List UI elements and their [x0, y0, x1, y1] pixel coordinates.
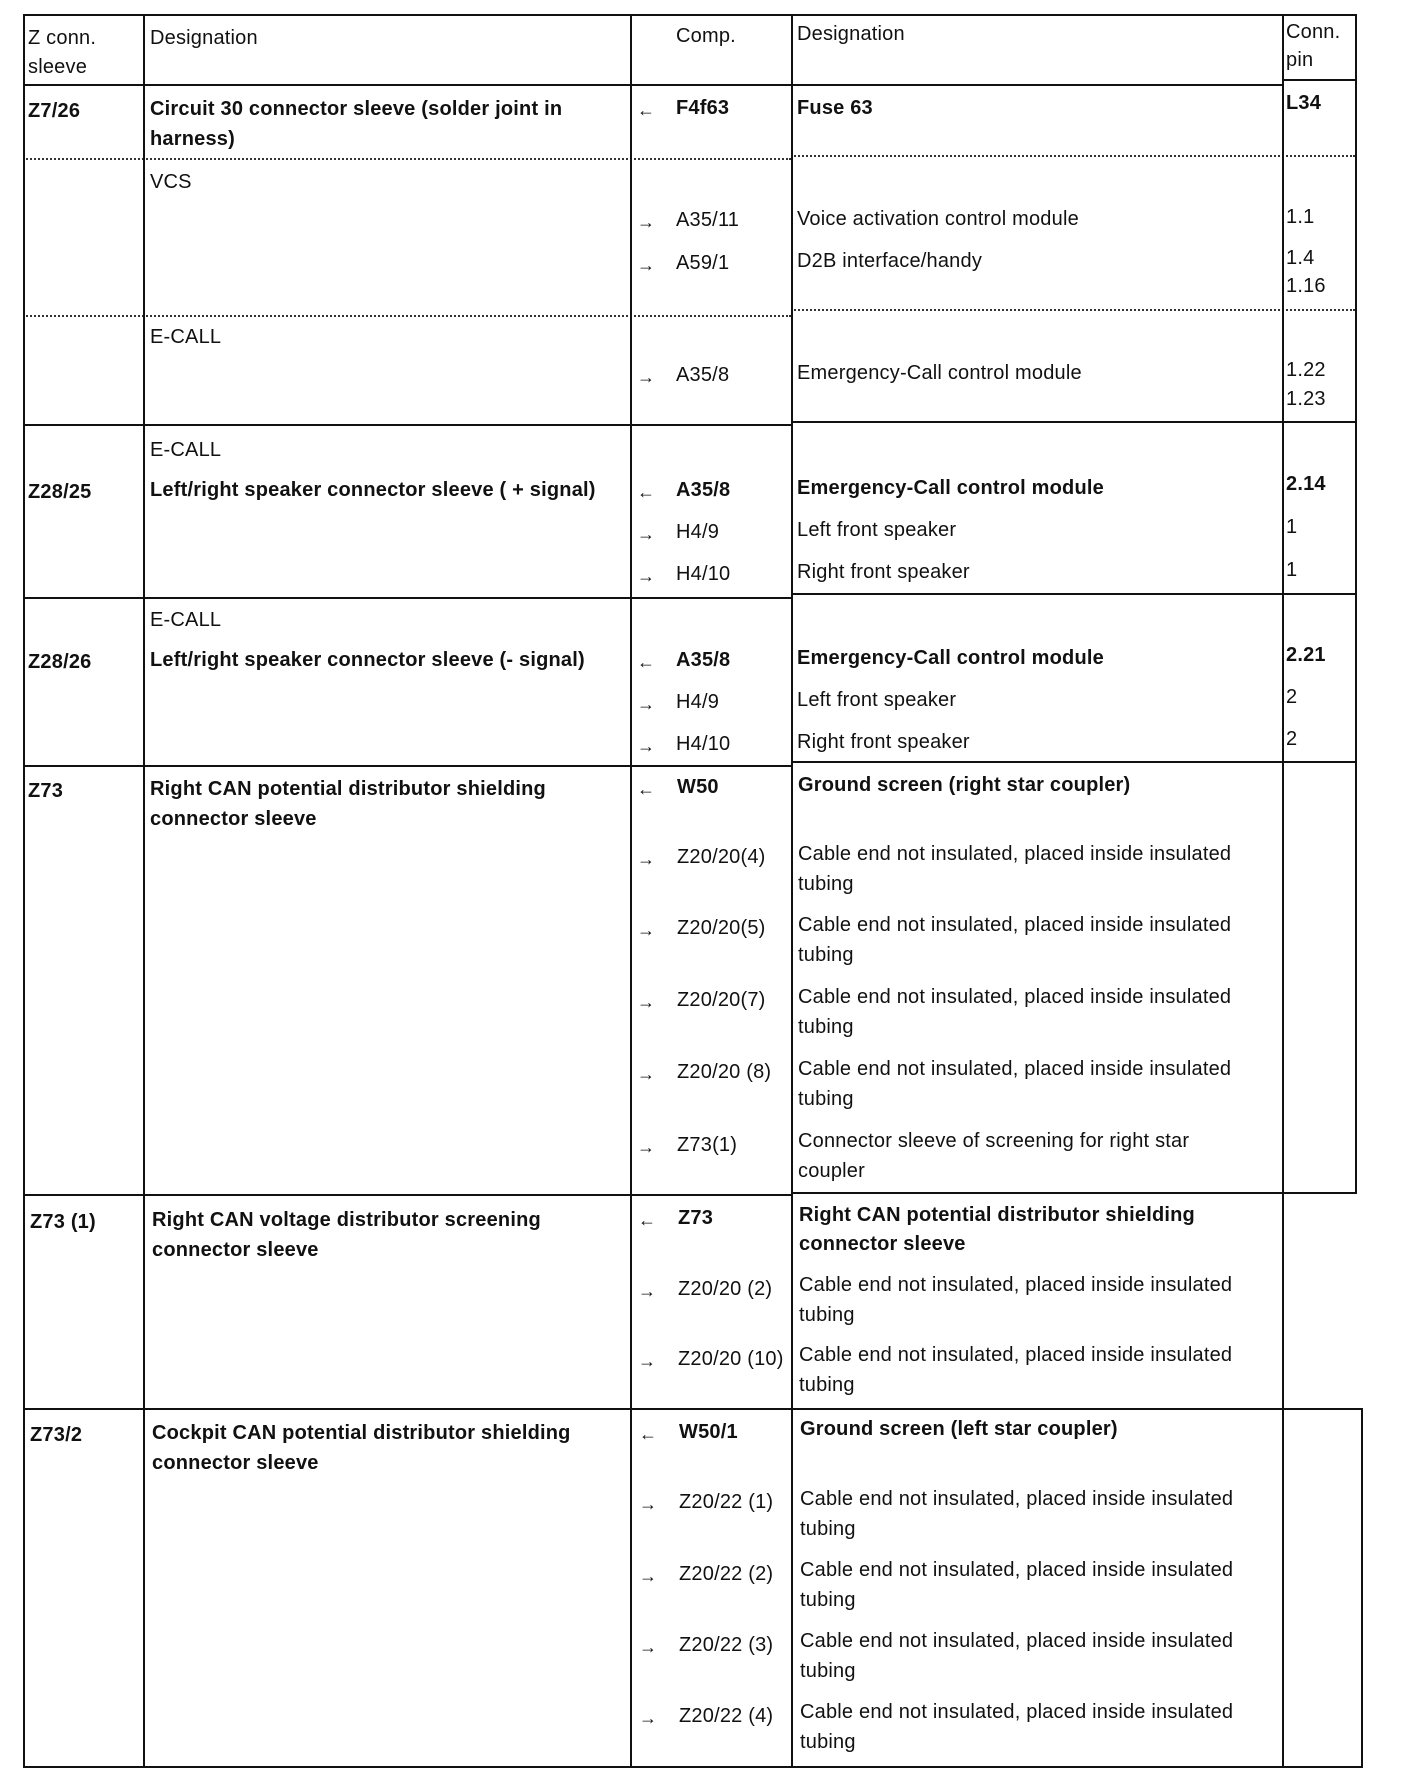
component-designation: Cable end not insulated, placed inside insulated: [798, 986, 1232, 1008]
row-rule: [791, 761, 1355, 763]
component-designation: tubing: [798, 873, 854, 895]
arrow-in-icon: ←: [637, 482, 656, 502]
component-id: H4/10: [676, 563, 731, 585]
arrow-out-icon: →: [639, 1708, 658, 1728]
component-designation: Cable end not insulated, placed inside insulated: [799, 1344, 1233, 1366]
group-label: E-CALL: [150, 326, 222, 348]
component-designation: connector sleeve: [799, 1233, 966, 1255]
component-designation: Left front speaker: [797, 689, 957, 711]
component-id: H4/9: [676, 691, 720, 713]
component-designation: tubing: [798, 1088, 854, 1110]
row-rule: [791, 1192, 1355, 1194]
component-designation: Emergency-Call control module: [797, 647, 1104, 669]
connector-pin: 1: [1286, 516, 1298, 538]
arrow-out-icon: →: [637, 566, 656, 586]
connector-pin: 2: [1286, 686, 1298, 708]
sleeve-designation: Left/right speaker connector sleeve ( + signal): [150, 479, 596, 501]
sleeve-id: Z7/26: [28, 100, 81, 122]
sleeve-id: Z73: [28, 780, 64, 802]
component-designation: coupler: [798, 1160, 865, 1182]
sleeve-designation: connector sleeve: [152, 1452, 319, 1474]
header-rule: [23, 84, 791, 86]
sleeve-designation: Right CAN voltage distributor screening: [152, 1209, 541, 1231]
arrow-in-icon: ←: [639, 1424, 658, 1444]
row-rule: [23, 1194, 791, 1196]
header-sleeve-line1: Z conn.: [28, 27, 97, 49]
header-rule: [1282, 79, 1355, 81]
sleeve-id: Z28/25: [28, 481, 92, 503]
component-id: W50/1: [679, 1421, 738, 1443]
group-label: E-CALL: [150, 609, 222, 631]
arrow-out-icon: →: [637, 1064, 656, 1084]
dotted-separator: [791, 309, 1355, 311]
connector-pin: 1.23: [1286, 388, 1326, 410]
component-id: F4f63: [676, 97, 730, 119]
connector-pin: 1.4: [1286, 247, 1315, 269]
arrow-out-icon: →: [638, 1351, 657, 1371]
sleeve-id: Z73/2: [30, 1424, 83, 1446]
header-rule: [791, 84, 1282, 86]
arrow-out-icon: →: [638, 1281, 657, 1301]
component-id: A59/1: [676, 252, 730, 274]
arrow-in-icon: ←: [637, 652, 656, 672]
component-designation: Cable end not insulated, placed inside insulated: [798, 914, 1232, 936]
group-label: E-CALL: [150, 439, 222, 461]
table-border-bottom: [23, 1766, 1361, 1768]
connector-pin: 2: [1286, 728, 1298, 750]
component-id: Z20/22 (2): [679, 1563, 774, 1585]
sleeve-designation: connector sleeve: [152, 1239, 319, 1261]
header-designation-2: Designation: [797, 23, 905, 45]
column-rule: [143, 14, 145, 1768]
component-id: Z73: [678, 1207, 714, 1229]
header-pin-line1: Conn.: [1286, 21, 1341, 43]
row-rule: [23, 424, 791, 426]
sleeve-designation: Circuit 30 connector sleeve (solder joint in: [150, 98, 563, 120]
component-designation: tubing: [800, 1589, 856, 1611]
row-rule: [23, 597, 791, 599]
header-sleeve-line2: sleeve: [28, 56, 88, 78]
connector-pin: 2.14: [1286, 473, 1326, 495]
component-id: Z20/20 (10): [678, 1348, 784, 1370]
dotted-separator: [791, 155, 1355, 157]
connector-pin: 1.16: [1286, 275, 1326, 297]
component-designation: tubing: [799, 1374, 855, 1396]
component-id: A35/8: [676, 364, 730, 386]
component-designation: Emergency-Call control module: [797, 362, 1082, 384]
arrow-out-icon: →: [637, 736, 656, 756]
column-rule: [1361, 1408, 1363, 1768]
component-designation: Cable end not insulated, placed inside insulated: [798, 843, 1232, 865]
arrow-in-icon: ←: [637, 100, 656, 120]
arrow-out-icon: →: [637, 255, 656, 275]
connector-pin: 1.22: [1286, 359, 1326, 381]
component-designation: Left front speaker: [797, 519, 957, 541]
component-designation: Cable end not insulated, placed inside insulated: [800, 1559, 1234, 1581]
column-rule: [1282, 14, 1284, 1768]
arrow-out-icon: →: [637, 920, 656, 940]
header-pin-line2: pin: [1286, 49, 1314, 71]
component-designation: Cable end not insulated, placed inside insulated: [800, 1701, 1234, 1723]
header-designation: Designation: [150, 27, 258, 49]
header-comp: Comp.: [676, 25, 736, 47]
component-designation: Right CAN potential distributor shielding: [799, 1204, 1195, 1226]
dotted-separator: [23, 158, 791, 160]
column-rule: [630, 14, 632, 1768]
component-id: H4/10: [676, 733, 731, 755]
arrow-out-icon: →: [637, 367, 656, 387]
sleeve-designation: Right CAN potential distributor shielding: [150, 778, 546, 800]
dotted-separator: [23, 315, 791, 317]
component-designation: tubing: [800, 1731, 856, 1753]
arrow-out-icon: →: [637, 212, 656, 232]
component-id: Z20/20 (8): [677, 1061, 772, 1083]
component-designation: tubing: [800, 1518, 856, 1540]
component-designation: Fuse 63: [797, 97, 873, 119]
arrow-out-icon: →: [637, 524, 656, 544]
component-designation: Ground screen (left star coupler): [800, 1418, 1118, 1440]
table-border-top: [23, 14, 1355, 16]
column-rule: [791, 14, 793, 1768]
component-designation: tubing: [799, 1304, 855, 1326]
sleeve-id: Z28/26: [28, 651, 92, 673]
component-designation: Ground screen (right star coupler): [798, 774, 1131, 796]
arrow-in-icon: ←: [638, 1210, 657, 1230]
component-id: Z20/20(7): [677, 989, 766, 1011]
component-id: H4/9: [676, 521, 720, 543]
component-id: Z20/20(5): [677, 917, 766, 939]
component-designation: Voice activation control module: [797, 208, 1079, 230]
connector-pin: 1.1: [1286, 206, 1315, 228]
component-designation: tubing: [798, 1016, 854, 1038]
row-rule: [791, 421, 1355, 423]
arrow-in-icon: ←: [637, 779, 656, 799]
connector-pin: L34: [1286, 92, 1322, 114]
component-id: Z20/22 (3): [679, 1634, 774, 1656]
component-designation: Right front speaker: [797, 731, 970, 753]
row-rule: [23, 1408, 1361, 1410]
component-designation: tubing: [800, 1660, 856, 1682]
group-label: VCS: [150, 171, 192, 193]
component-id: Z20/20 (2): [678, 1278, 773, 1300]
sleeve-id: Z73 (1): [30, 1211, 96, 1233]
arrow-out-icon: →: [637, 992, 656, 1012]
component-designation: Cable end not insulated, placed inside insulated: [799, 1274, 1233, 1296]
component-designation: D2B interface/handy: [797, 250, 983, 272]
row-rule: [23, 765, 791, 767]
component-designation: Right front speaker: [797, 561, 970, 583]
component-designation: tubing: [798, 944, 854, 966]
row-rule: [791, 593, 1355, 595]
component-id: W50: [677, 776, 719, 798]
arrow-out-icon: →: [639, 1494, 658, 1514]
component-designation: Emergency-Call control module: [797, 477, 1104, 499]
sleeve-designation: harness): [150, 128, 235, 150]
component-id: Z20/20(4): [677, 846, 766, 868]
component-id: A35/8: [676, 479, 731, 501]
component-id: Z20/22 (4): [679, 1705, 774, 1727]
column-rule: [23, 14, 25, 1768]
component-designation: Cable end not insulated, placed inside insulated: [798, 1058, 1232, 1080]
sleeve-designation: Left/right speaker connector sleeve (- signal): [150, 649, 585, 671]
component-designation: Connector sleeve of screening for right star: [798, 1130, 1190, 1152]
component-id: Z20/22 (1): [679, 1491, 774, 1513]
arrow-out-icon: →: [637, 694, 656, 714]
component-id: Z73(1): [677, 1134, 738, 1156]
connector-pin: 2.21: [1286, 644, 1326, 666]
component-designation: Cable end not insulated, placed inside insulated: [800, 1488, 1234, 1510]
connector-pin: 1: [1286, 559, 1298, 581]
sleeve-designation: connector sleeve: [150, 808, 317, 830]
sleeve-designation: Cockpit CAN potential distributor shielding: [152, 1422, 571, 1444]
arrow-out-icon: →: [639, 1637, 658, 1657]
column-rule: [1355, 14, 1357, 1194]
arrow-out-icon: →: [637, 1137, 656, 1157]
component-designation: Cable end not insulated, placed inside insulated: [800, 1630, 1234, 1652]
component-id: A35/8: [676, 649, 731, 671]
arrow-out-icon: →: [637, 849, 656, 869]
component-id: A35/11: [676, 209, 740, 231]
arrow-out-icon: →: [639, 1566, 658, 1586]
